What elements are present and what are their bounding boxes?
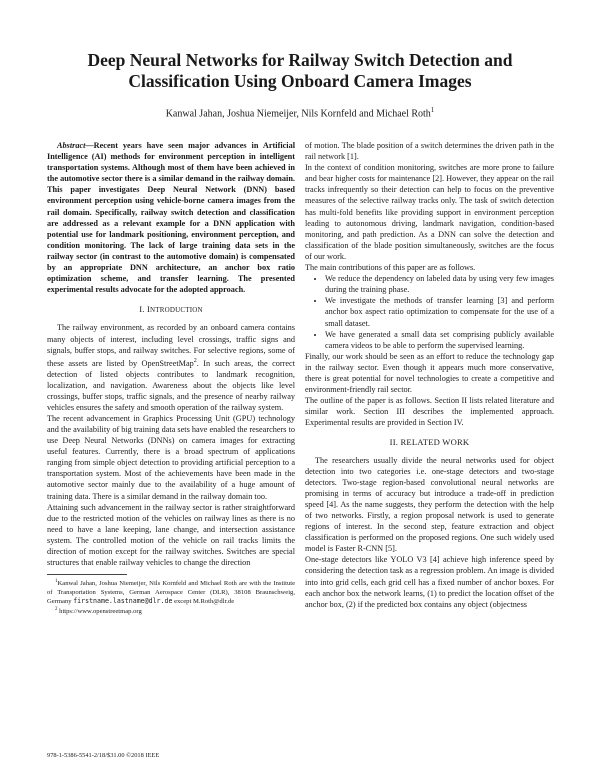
section-heading-related-work: II. RELATED WORK — [389, 437, 470, 448]
author-list — [60, 106, 540, 119]
footnote-2: $^2$ https://www.openstreetmap.org — [55, 607, 142, 616]
author-affiliation-mark: 1 — [430, 106, 435, 114]
footnote-url[interactable]: https://www.openstreetmap.org — [59, 608, 142, 616]
footnote-1: $^1$Kanwal Jahan, Joshua Niemeijer, Nils Kornfeld and Michael Roth are with the Institute of Transportation Systems, German Aerospace Center (DLR), 38108 Braunschweig, Germany firstname.lastname@dlr.de except M.Roth@dlr.de — [47, 579, 295, 605]
abstract-text: Recent years have seen major advances in Artificial Intelligence (AI) methods for environment perception in intelligent transportation systems. Although most of them have been achieved in the automotive sector there is a similar demand in the railway domain. This paper investigates Deep Neural Network (DNN) based environment perception using vehicle-borne camera images from the rail domain. Specifically, railway switch detection and classification are addressed as a relevant example for a DNN application with potential use for landmark positioning, environment perception, and condition monitoring. The lack of large training data sets in the railway sector (in contrast to the automotive domain) is compensated by an appropriate DNN architecture, an anchor box ratio optimization scheme, and transfer learning. The presented experimental results advocate for the adopted approach. — [47, 141, 295, 295]
contributions-intro: The main contributions of this paper are as follows. — [305, 263, 476, 273]
footnote-rule — [47, 574, 127, 575]
footnote-ref-2: 2 — [193, 357, 197, 364]
list-item: • We investigate the methods of transfer learning [3] and perform anchor box aspect ratio optimization to compensate for the use of a small dataset. — [325, 295, 554, 328]
related-work-paragraph-2: One-stage detectors like YOLO V3 [4] achieve high inference speed by considering the detection task as a regression problem. An image is divided into into grid cells, each grid cell has a fixed number of anchor boxes. For each anchor box the network learns, (1) to predict the location offset of the anchor box, (2) if the predicted box contains any object (objectness — [305, 555, 554, 609]
list-item: • We have generated a small data set comprising publicly available camera videos to be able to perform the supervised learning. — [325, 329, 554, 351]
author-names: Kanwal Jahan, Joshua Niemeijer, Nils Kornfeld and Michael Roth — [165, 108, 431, 120]
copyright-line: 978-1-5386-5541-2/18/$31.00 ©2018 IEEE — [47, 752, 160, 759]
intro-paragraph-2: The recent advancement in Graphics Processing Unit (GPU) technology and the availability of big training data sets have enabled the researchers to use Deep Neural Networks (DNNs) on camera images for extracting useful features. Currently, there is a broad spectrum of applications ranging from simple object detection to providing artificial perception to a transportation system. Most of the achievements have been made in the automotive sector mainly due to the availability of a huge amount of training data. There is a similar demand in the railway domain too. — [47, 413, 295, 501]
intro-paragraph-3: Attaining such advancement in the railway sector is rather straightforward due to the restricted motion of the vehicles on railway lines as there is no need to have a lane keeping, lane change, and intersection assistance system. The controlled motion of the vehicle on rail tracks limits the direction of motion except for the railway switches. Switches are special structures that enable railway vehicles to change the direction — [47, 502, 295, 568]
abstract-label: Abstract— — [57, 141, 94, 150]
intro-paragraph-7: The outline of the paper is as follows. Section II lists related literature and similar work. Section III describes the implemented approach. Experimental results are provided in Section IV. — [305, 396, 554, 428]
footnote-email: firstname.lastname@dlr.de — [73, 596, 173, 605]
intro-paragraph-1: The railway environment, as recorded by an onboard camera contains many objects of interest, including level crossings, traffic signs and signals, buffer stops, and railway switches. For selective regions, some of these assets are listed by OpenStreetMap$^2$. In such areas, the correct detection of listed objects contributes to landmark recognition, localization, and navigation. Awareness about the objects like level crossings, buffer stops, traffic signals, and the presence of nearby railway vehicles ensures the safety and smooth operation of the railway system. — [47, 323, 295, 412]
paper-title: Deep Neural Networks for Railway Switch Detection and Classification Using Onboard Camera Images — [87, 50, 513, 91]
abstract — [47, 140, 295, 295]
right-column — [305, 140, 554, 610]
left-column — [47, 140, 295, 616]
related-work-paragraph-1: The researchers usually divide the neural networks used for object detection into two categories i.e. one-stage detectors and two-stage detectors. Two-stage region-based convolutional neural networks are promising in terms of accuracy but introduce a trade-off in prediction speed [4]. As the name suggests, they perform the detection with the help of two networks. Firstly, a region proposal network is used to generate regions of interest. In the second step, feature extraction and object classification is performed on the proposed regions. One such widely used model is Faster R-CNN [5]. — [305, 455, 554, 554]
list-item: • We reduce the dependency on labeled data by using very few images during the training phase. — [325, 273, 554, 295]
intro-paragraph-6: Finally, our work should be seen as an effort to reduce the technology gap in the railway sector. Even though it appears much more conservative, there is great potential for novel technologies to create a competitive and environment-friendly rail sector. — [305, 351, 554, 395]
contributions-list — [305, 273, 554, 351]
intro-paragraph-5: In the context of condition monitoring, switches are more prone to failure and bear higher costs for maintenance [2]. However, they appear on the rail tracks infrequently so their detection can help to focus on the preventive measures of the selective railway tracks only. The task of switch detection has multi-fold benefits like providing support in environment perception leading to autonomous driving, landmark navigation, condition-based monitoring, and path prediction. As a DNN can solve the detection and classification of the blade position simultaneously, switches are the focus of our work. — [305, 163, 554, 261]
section-heading-introduction: I. INTRODUCTION — [139, 304, 203, 315]
intro-paragraph-4: of motion. The blade position of a switch determines the driven path in the rail network [1]. — [305, 141, 554, 162]
